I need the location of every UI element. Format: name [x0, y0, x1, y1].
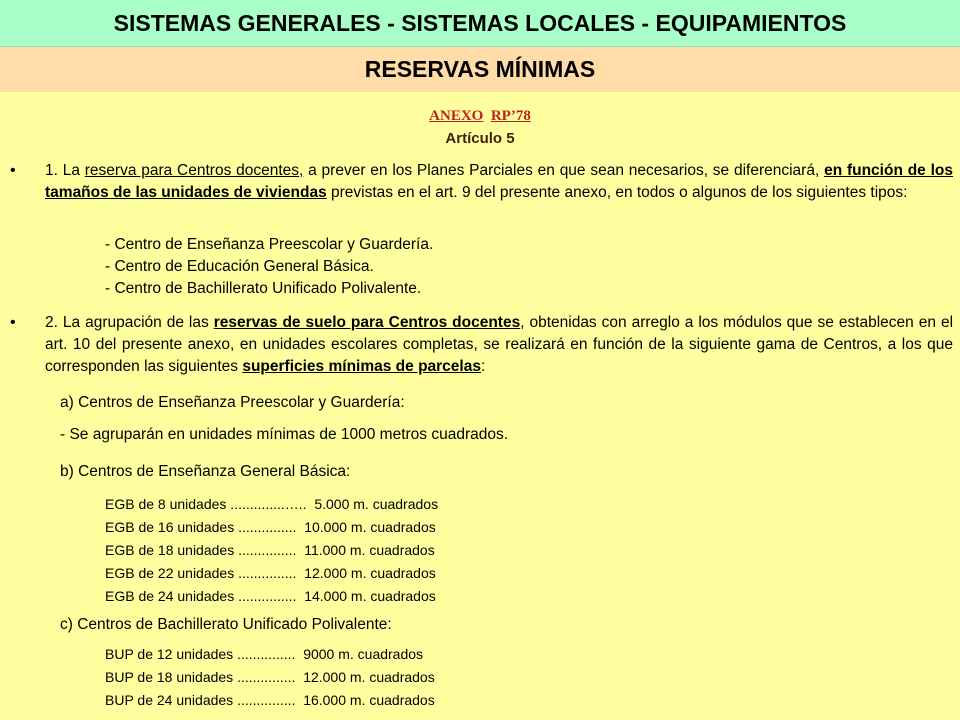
anexo-link[interactable]: ANEXO	[429, 108, 484, 124]
paragraph-2	[45, 312, 953, 378]
p2-text-2: , obtenidas con arreglo a los módulos que se establecen en el art. 10 del presente anexo, en unidades escolares completas, se realizará en función de la siguiente gama de Centros, a los que corresponden las siguientes	[45, 314, 954, 375]
main-title-banner	[0, 0, 960, 47]
subtitle: RESERVAS MÍNIMAS	[364, 56, 596, 82]
p2-text-3: :	[480, 358, 486, 375]
article-heading: Artículo 5	[445, 130, 515, 147]
subtitle-banner	[0, 47, 960, 92]
bullet-2: •	[10, 314, 16, 331]
bup-row: BUP de 24 unidades ............... 16.000 m. cuadrados	[105, 692, 435, 708]
rp78-link[interactable]: RP’78	[490, 108, 531, 124]
p1-text-1: 1. La	[45, 162, 85, 179]
p1-underline-2: en función de los tamaños de las unidades de viviendas	[45, 162, 953, 201]
p1-text-2: a prever en los Planes Parciales en que sean necesarios, se diferenciará,	[303, 162, 825, 179]
paragraph-1	[45, 160, 953, 204]
p2-text-1: 2. La agrupación de las	[45, 314, 214, 331]
section-c-title: c) Centros de Bachillerato Unificado Polivalente:	[60, 616, 392, 633]
egb-row: EGB de 16 unidades ............... 10.000 m. cuadrados	[105, 519, 436, 535]
p1-text-3: previstas en el art. 9 del presente anexo, en todos o algunos de los siguientes tipos:	[326, 184, 908, 201]
bullet-1: •	[10, 162, 16, 179]
school-types-list	[105, 234, 433, 300]
section-a-title: a) Centros de Enseñanza Preescolar y Guardería:	[60, 394, 405, 411]
bup-row: BUP de 12 unidades ............... 9000 m. cuadrados	[105, 646, 424, 662]
main-title: SISTEMAS GENERALES - SISTEMAS LOCALES - EQUIPAMIENTOS	[113, 10, 847, 36]
p2-underline-2: superficies mínimas de parcelas	[242, 358, 481, 375]
list-item: - Centro de Enseñanza Preescolar y Guardería.	[105, 236, 434, 253]
list-item: - Centro de Bachillerato Unificado Polivalente.	[105, 280, 422, 297]
bup-row: BUP de 18 unidades ............... 12.000 m. cuadrados	[105, 669, 435, 685]
p2-underline-1: reservas de suelo para Centros docentes	[213, 314, 521, 331]
reference-links	[0, 108, 960, 125]
section-b-title: b) Centros de Enseñanza General Básica:	[60, 463, 351, 480]
list-item: - Centro de Educación General Básica.	[105, 258, 374, 275]
egb-row: EGB de 18 unidades ............... 11.000 m. cuadrados	[105, 542, 435, 558]
egb-row: EGB de 22 unidades ............... 12.000 m. cuadrados	[105, 565, 436, 581]
egb-row: EGB de 24 unidades ............... 14.000 m. cuadrados	[105, 588, 436, 604]
p1-underline-1: reserva para Centros docentes,	[84, 162, 304, 179]
section-a-text: - Se agruparán en unidades mínimas de 1000 metros cuadrados.	[60, 426, 509, 443]
egb-row: EGB de 8 unidades ..............….. 5.000 m. cuadrados	[105, 496, 439, 512]
